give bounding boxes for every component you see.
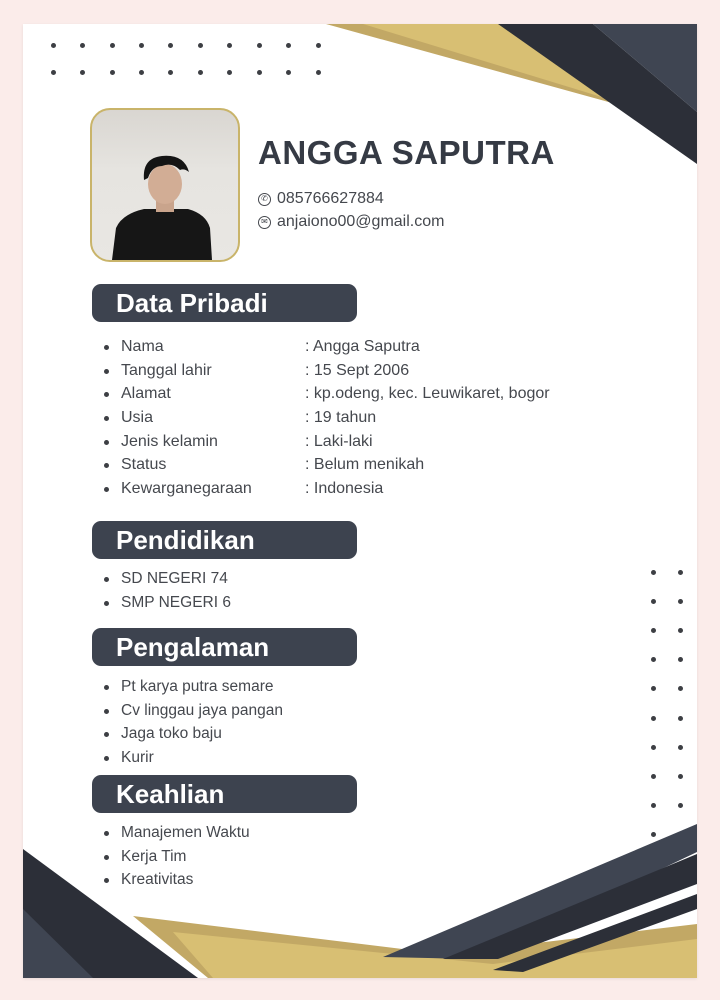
mail-icon: ✉: [258, 216, 271, 229]
email-contact: [258, 213, 444, 231]
list-item: Cv linggau jaya pangan: [103, 699, 283, 723]
experience-list: [103, 675, 283, 770]
field-label: Nama: [121, 338, 164, 355]
list-item: [103, 406, 377, 430]
list-item: [103, 359, 410, 383]
field-value: : Belum menikah: [305, 456, 425, 474]
list-item: Jaga toko baju: [103, 722, 283, 746]
field-value: : Angga Saputra: [305, 338, 420, 355]
field-value: : Indonesia: [305, 480, 384, 498]
field-value: : 15 Sept 2006: [305, 361, 410, 379]
section-header-education: Pendidikan: [92, 521, 357, 559]
field-label: Usia: [121, 409, 154, 427]
list-item: Kerja Tim: [103, 845, 250, 869]
skills-list: [103, 821, 250, 892]
list-item: Pt karya putra semare: [103, 675, 283, 699]
profile-photo: [90, 108, 240, 262]
field-value: : kp.odeng, kec. Leuwikaret, bogor: [305, 385, 550, 403]
list-item: Kurir: [103, 746, 283, 770]
field-label: Status: [121, 456, 167, 474]
phone-number: 085766627884: [277, 190, 384, 207]
list-item: Kreativitas: [103, 868, 250, 892]
field-label: Alamat: [121, 385, 171, 403]
field-label: Tanggal lahir: [121, 361, 212, 379]
field-value: : 19 tahun: [305, 409, 377, 427]
phone-contact: [258, 190, 384, 208]
list-item: [103, 477, 384, 501]
full-name: ANGGA SAPUTRA: [258, 134, 555, 171]
field-value: : Laki-laki: [305, 432, 373, 450]
education-list: [103, 567, 231, 614]
list-item: [103, 430, 373, 454]
section-header-experience: Pengalaman: [92, 628, 357, 666]
list-item: [103, 335, 420, 359]
phone-icon: ✆: [258, 193, 271, 206]
email-address: anjaiono00@gmail.com: [277, 213, 445, 230]
section-header-skills: Keahlian: [92, 775, 357, 813]
personal-data-list: [103, 335, 550, 501]
section-header-personal: Data Pribadi: [92, 284, 357, 322]
cv-page: [23, 24, 697, 978]
field-label: Jenis kelamin: [121, 432, 218, 450]
list-item: Manajemen Waktu: [103, 821, 250, 845]
list-item: SD NEGERI 74: [103, 567, 231, 591]
list-item: [103, 453, 425, 477]
list-item: [103, 382, 550, 406]
field-label: Kewarganegaraan: [121, 480, 252, 498]
list-item: SMP NEGERI 6: [103, 591, 231, 615]
